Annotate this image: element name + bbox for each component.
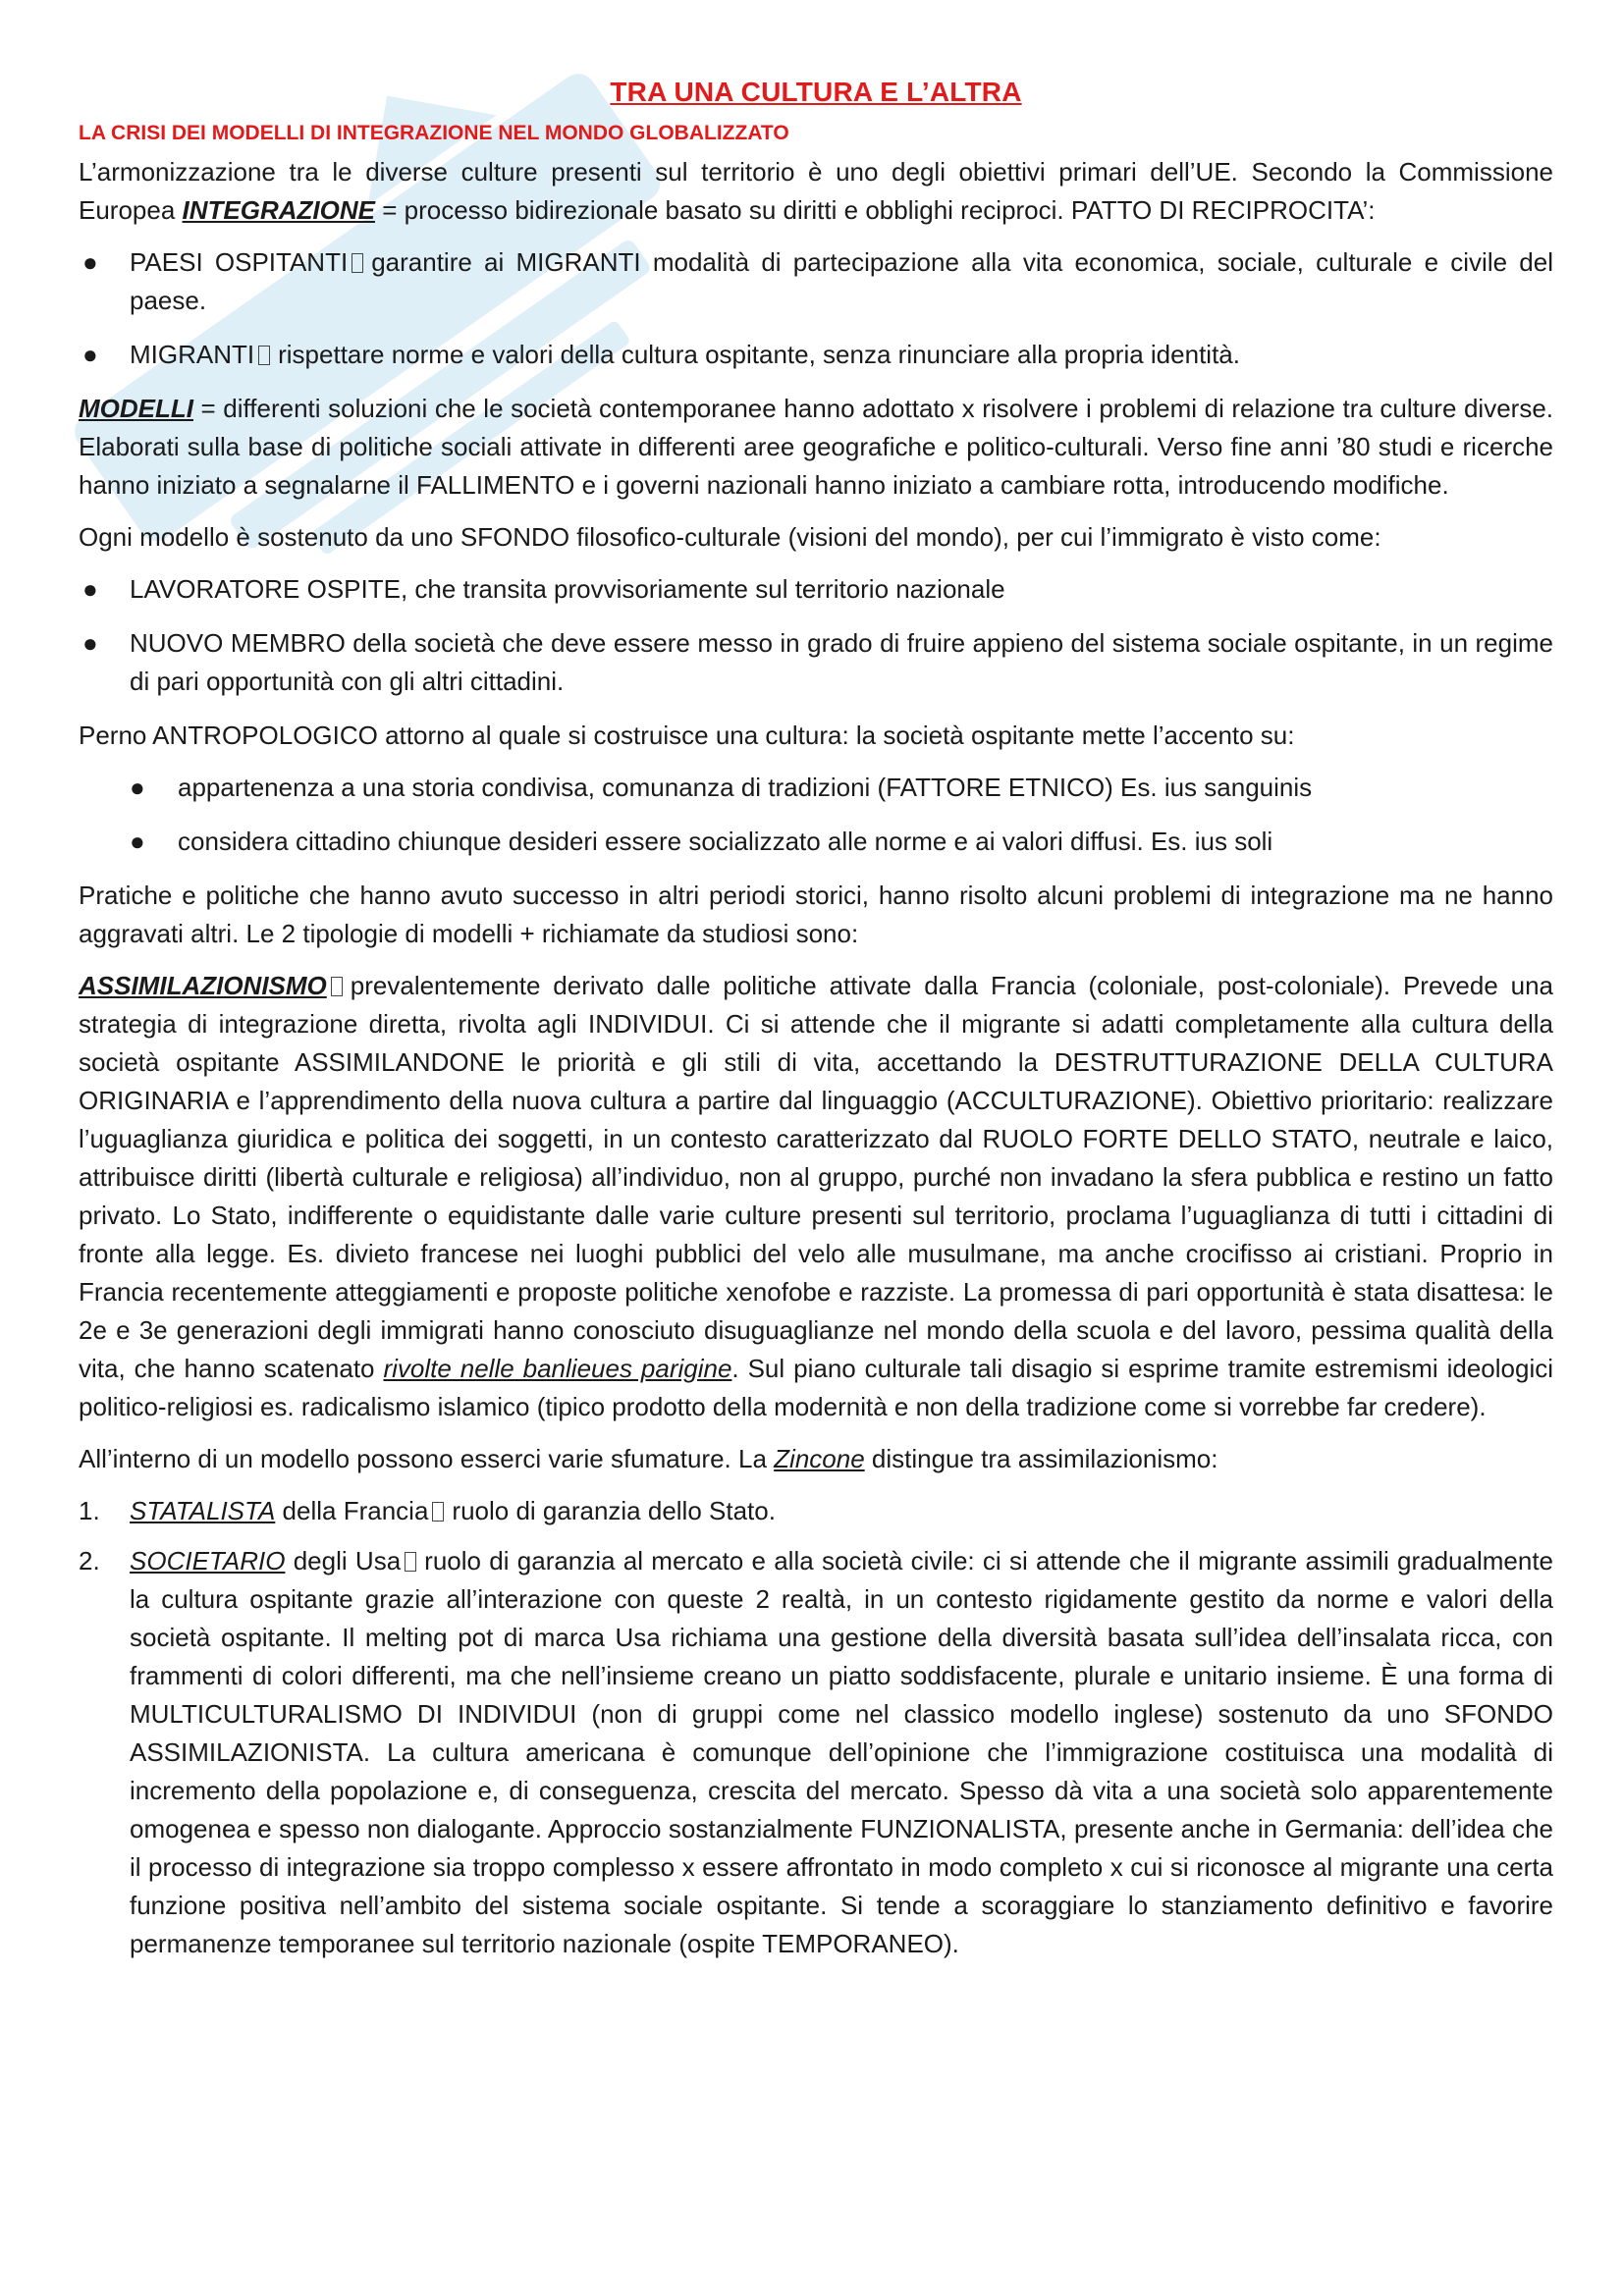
bullet-dot-icon: ● bbox=[82, 574, 98, 604]
sfondo-paragraph: Ogni modello è sostenuto da uno SFONDO filosofico-culturale (visioni del mondo), per cui l’immigrato è visto come: bbox=[79, 522, 1381, 552]
bullet-dot-icon: ● bbox=[82, 628, 98, 658]
list-item: ● MIGRANTI rispettare norme e valori della cultura ospitante, senza rinunciare alla propria identità. bbox=[79, 336, 1553, 374]
list-item: 2. SOCIETARIO degli Usa ruolo di garanzia al mercato e alla società civile: ci si attende che il migrante assimili gradualmente la cultura ospitante grazie all’interazione con queste 2 realtà, in un contesto rigidamente gestito da norme e valori della società ospitante. Il melting pot di marca Usa richiama una gestione della diversità basata sull’idea dell’insalata ricca, con frammenti di colori differenti, ma che nell’insieme creano un piatto soddisfacente, plurale e unitario insieme. È una forma di MULTICULTURALISMO DI INDIVIDUI (non di gruppi come nel classico modello inglese) sostenuto da uno SFONDO ASSIMILAZIONISTA. La cultura americana è comunque dell’opinione che l’immigrazione costituisca una modalità di incremento della popolazione e, di conseguenza, crescita del mercato. Spesso dà vita a una società solo apparentemente omogenea e spesso non dialogante. Approccio sostanzialmente FUNZIONALISTA, presente anche in Germania: dell’idea che il processo di integrazione sia troppo complesso x essere affrontato in modo completo x cui si riconosce al migrante una certa funzione positiva nell’ambito del sistema sociale ospitante. Si tende a scoraggiare lo stanziamento definitivo e favorire permanenze temporanee sul territorio nazionale (ospite TEMPORANEO). bbox=[79, 1542, 1553, 1963]
term-statalista: STATALISTA bbox=[130, 1496, 276, 1525]
missing-glyph-icon bbox=[258, 346, 270, 365]
missing-glyph-icon bbox=[405, 1552, 416, 1572]
bullet-dot-icon: ● bbox=[130, 773, 145, 802]
list-item: ● NUOVO MEMBRO della società che deve essere messo in grado di fruire appieno del sistema sociale ospitante, in un regime di pari opportunità con gli altri cittadini. bbox=[79, 624, 1553, 701]
list-item: 1. STATALISTA della Francia ruolo di garanzia dello Stato. bbox=[79, 1492, 1553, 1530]
list-item: ● considera cittadino chiunque desideri essere socializzato alle norme e ai valori diffusi. Es. ius soli bbox=[79, 823, 1553, 861]
bullet-dot-icon: ● bbox=[82, 340, 98, 369]
missing-glyph-icon bbox=[352, 253, 363, 273]
list-number: 1. bbox=[79, 1496, 100, 1525]
bullet-dot-icon: ● bbox=[130, 827, 145, 856]
sfumature-paragraph: All’interno di un modello possono esserci varie sfumature. La Zincone distingue tra assimilazionismo: bbox=[79, 1444, 1218, 1473]
perno-paragraph: Perno ANTROPOLOGICO attorno al quale si costruisce una cultura: la società ospitante mette l’accento su: bbox=[79, 721, 1295, 750]
document-page bbox=[79, 77, 1553, 1975]
term-societario: SOCIETARIO bbox=[130, 1546, 286, 1575]
term-assimilazionismo: ASSIMILAZIONISMO bbox=[79, 971, 327, 1000]
patto-list bbox=[79, 243, 1553, 374]
tipi-list bbox=[79, 1492, 1553, 1963]
author-zincone: Zincone bbox=[774, 1444, 865, 1473]
rivolte-link-text: rivolte nelle banlieues parigine bbox=[383, 1354, 732, 1383]
list-item: ● PAESI OSPITANTI garantire ai MIGRANTI modalità di partecipazione alla vita economica, sociale, culturale e civile del paese. bbox=[79, 243, 1553, 320]
assimilazionismo-paragraph: ASSIMILAZIONISMO prevalentemente derivato dalle politiche attivate dalla Francia (coloniale, post-coloniale). Prevede una strategia di integrazione diretta, rivolta agli INDIVIDUI. Ci si attende che il migrante si adatti completamente alla cultura della società ospitante ASSIMILANDONE le priorità e gli stili di vita, accettando la DESTRUTTURAZIONE DELLA CULTURA ORIGINARIA e l’apprendimento della nuova cultura a partire dal linguaggio (ACCULTURAZIONE). Obiettivo prioritario: realizzare l’uguaglianza giuridica e politica dei soggetti, in un contesto caratterizzato dal RUOLO FORTE DELLO STATO, neutrale e laico, attribuisce diritti (libertà culturale e religiosa) all’individuo, non al gruppo, purché non invadano la sfera pubblica e restino un fatto privato. Lo Stato, indifferente o equidistante dalle varie culture presenti sul territorio, proclama l’uguaglianza di tutti i cittadini di fronte alla legge. Es. divieto francese nei luoghi pubblici del velo alle musulmane, ma anche crocifisso ai cristiani. Proprio in Francia recentemente atteggiamenti e proposte politiche xenofobe e razziste. La promessa di pari opportunità è stata disattesa: le 2e e 3e generazioni degli immigrati hanno conosciuto disuguaglianze nel mondo della scuola e del lavoro, pessima qualità della vita, che hanno scatenato rivolte nelle banlieues parigine. Sul piano culturale tali disagio si esprime tramite estremismi ideologici politico-religiosi es. radicalismo islamico (tipico prodotto della modernità e non della tradizione come si vorrebbe far credere). bbox=[79, 971, 1554, 1421]
visioni-list bbox=[79, 570, 1553, 701]
document-title: TRA UNA CULTURA E L’ALTRA bbox=[610, 77, 1022, 107]
intro-paragraph: L’armonizzazione tra le diverse culture presenti sul territorio è uno degli obiettivi primari dell’UE. Secondo la Commissione Europea INTEGRAZIONE = processo bidirezionale basato su diritti e obblighi reciproci. PATTO DI RECIPROCITA’: bbox=[79, 157, 1553, 225]
missing-glyph-icon bbox=[432, 1502, 444, 1522]
bullet-dot-icon: ● bbox=[82, 247, 98, 277]
list-item: ● appartenenza a una storia condivisa, comunanza di tradizioni (FATTORE ETNICO) Es. ius sanguinis bbox=[79, 769, 1553, 807]
missing-glyph-icon bbox=[331, 977, 343, 996]
list-item: ● LAVORATORE OSPITE, che transita provvisoriamente sul territorio nazionale bbox=[79, 570, 1553, 609]
term-integrazione: INTEGRAZIONE bbox=[182, 195, 375, 225]
modelli-paragraph: MODELLI = differenti soluzioni che le società contemporanee hanno adottato x risolvere i problemi di relazione tra culture diverse. Elaborati sulla base di politiche sociali attivate in differenti aree geografiche e politico-culturali. Verso fine anni ’80 studi e ricerche hanno iniziato a segnalarne il FALLIMENTO e i governi nazionali hanno iniziato a cambiare rotta, introducendo modifiche. bbox=[79, 394, 1553, 500]
pratiche-paragraph: Pratiche e politiche che hanno avuto successo in altri periodi storici, hanno risolto alcuni problemi di integrazione ma ne hanno aggravati altri. Le 2 tipologie di modelli + richiamate da studiosi sono: bbox=[79, 881, 1553, 948]
list-number: 2. bbox=[79, 1546, 100, 1575]
term-modelli: MODELLI bbox=[79, 394, 193, 423]
section-heading: LA CRISI DEI MODELLI DI INTEGRAZIONE NEL MONDO GLOBALIZZATO bbox=[79, 122, 789, 144]
accento-list bbox=[79, 769, 1553, 861]
